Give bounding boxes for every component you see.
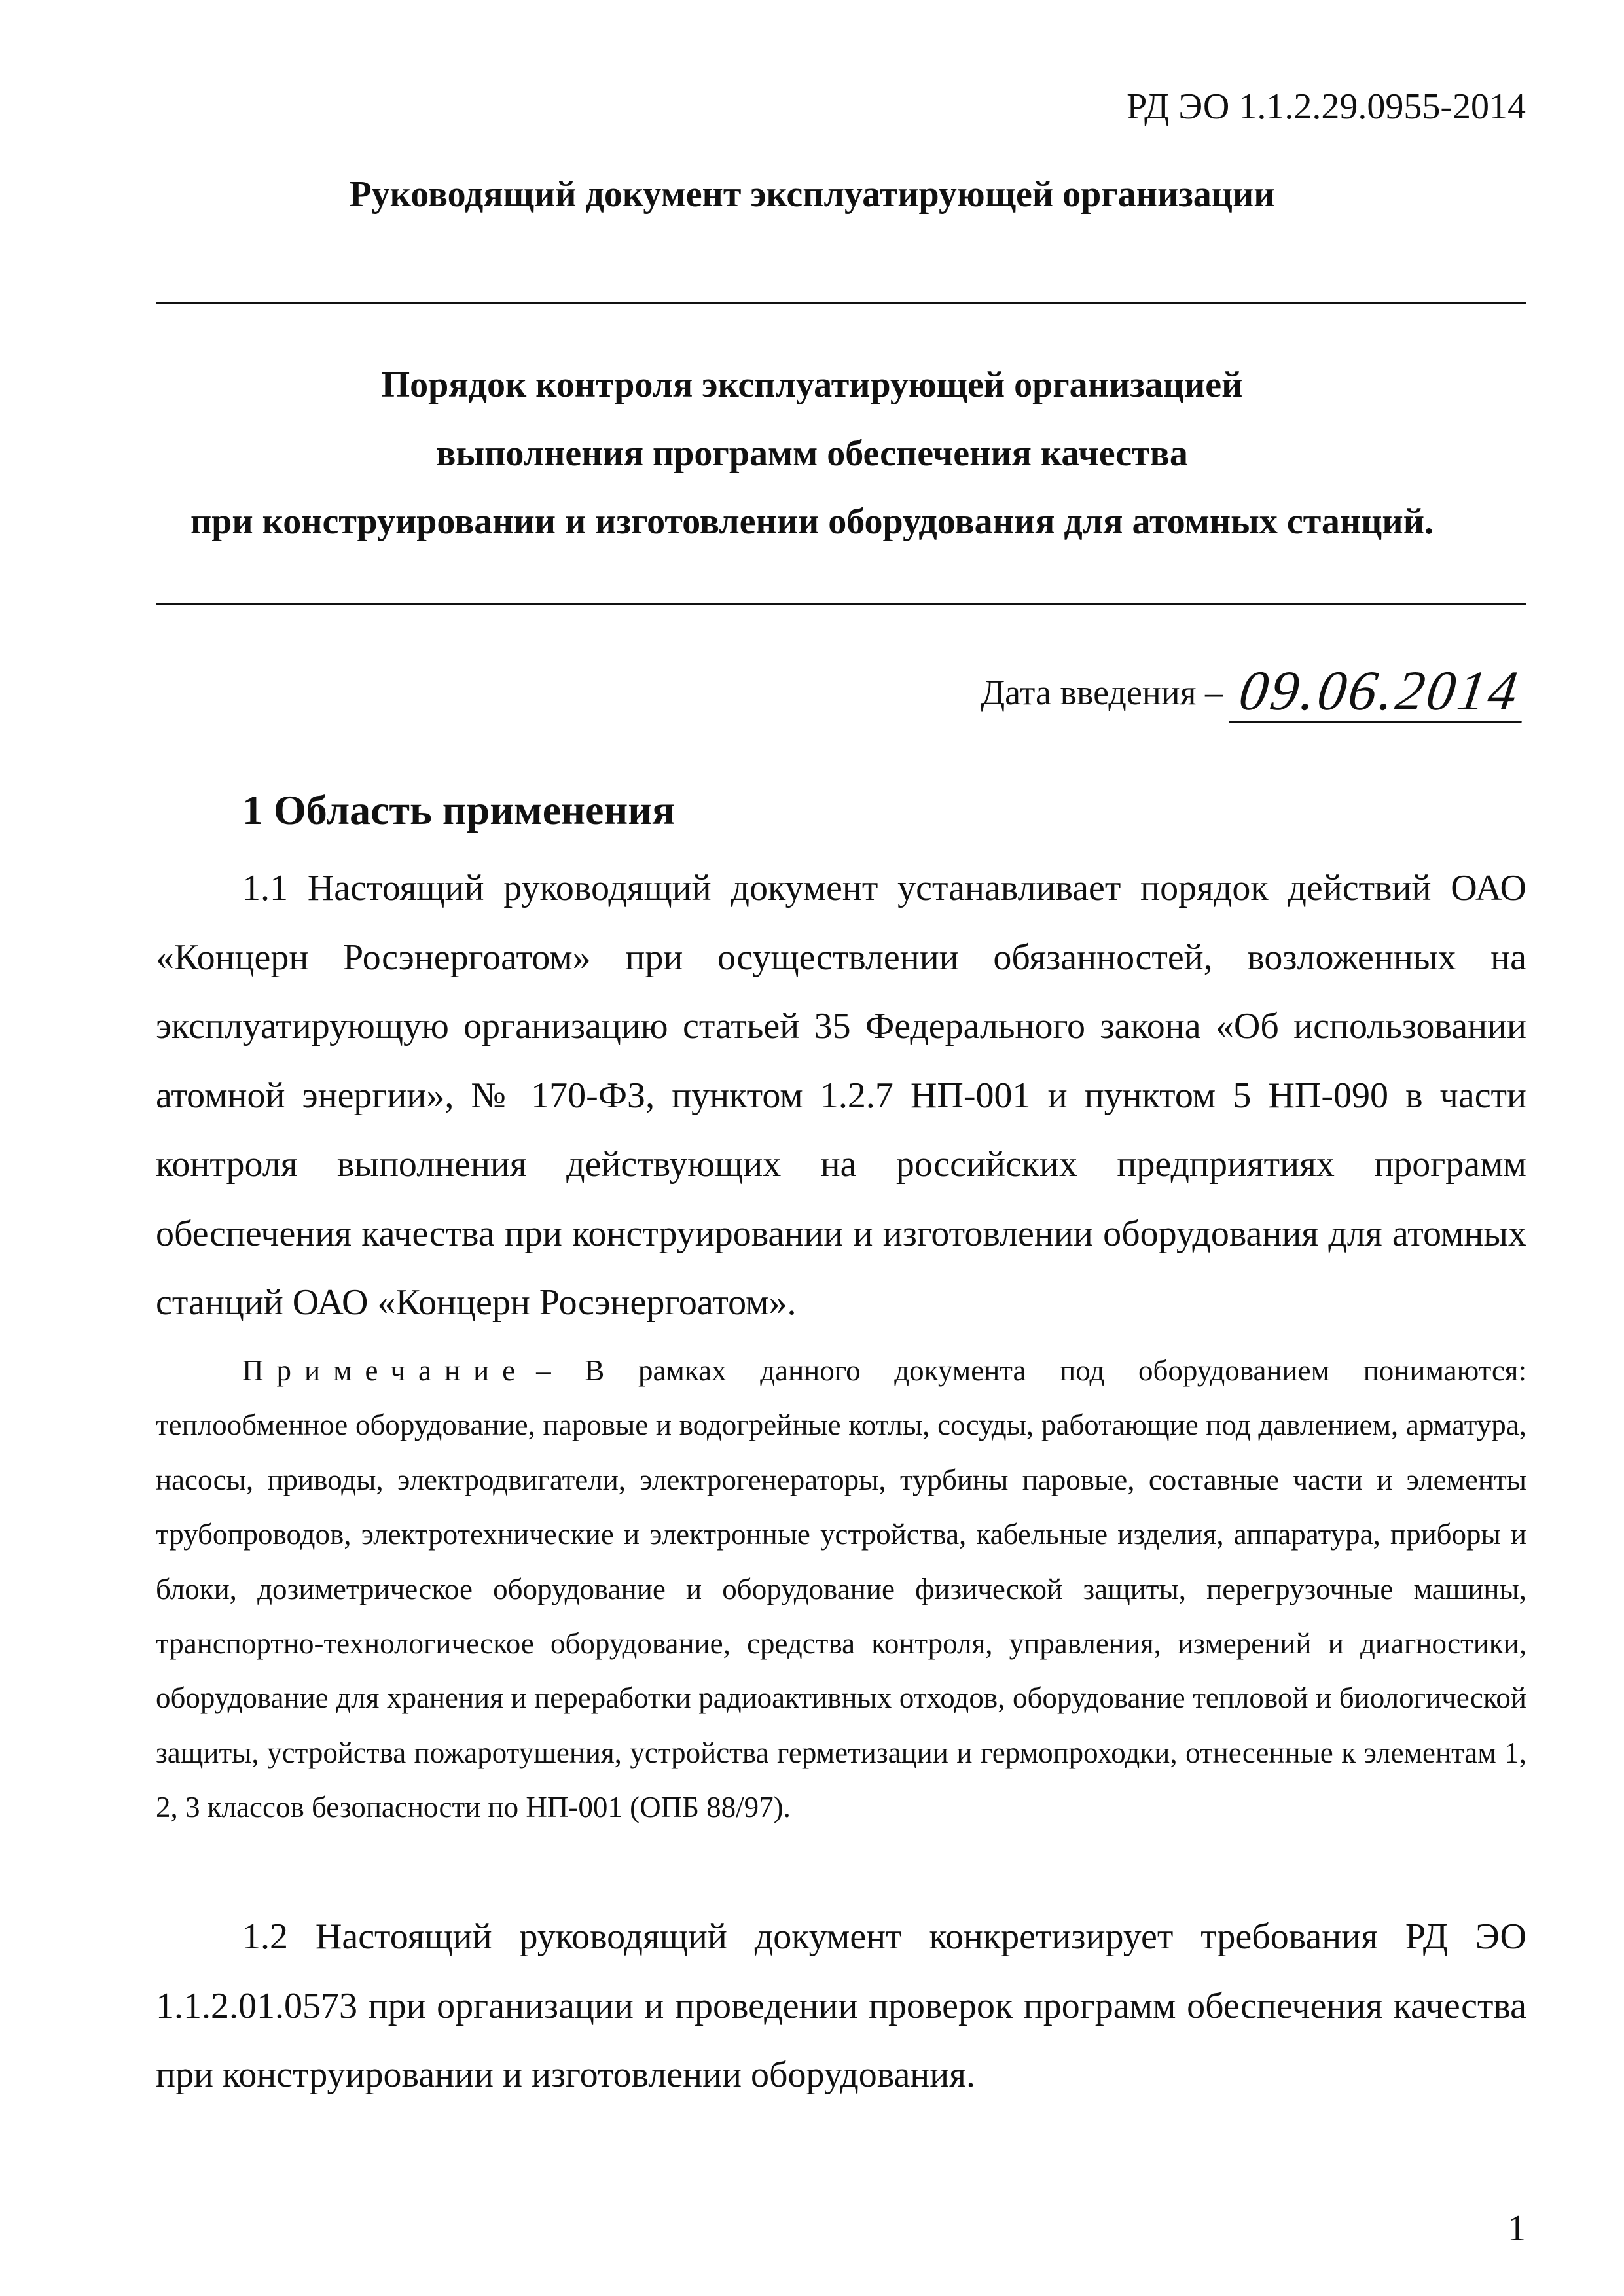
document-code: РД ЭО 1.1.2.29.0955-2014	[1127, 86, 1526, 127]
paragraph-1-2: 1.2 Настоящий руководящий документ конкретизирует требования РД ЭО 1.1.2.01.0573 при организации и проведении проверок программ обеспечения качества при конструировании и изготовлении оборудования.	[156, 1916, 1526, 2095]
introduction-date	[981, 659, 1526, 723]
title-bottom-rule	[156, 603, 1526, 605]
paragraph-1-1: 1.1 Настоящий руководящий документ устанавливает порядок действий ОАО «Концерн Росэнергоатом» при осуществлении обязанностей, возложенных на эксплуатирующую организацию статьей 35 Федерального закона «Об использовании атомной энергии», № 170-ФЗ, пунктом 1.2.7 НП-001 и пунктом 5 НП-090 в части контроля выполнения действующих на российских предприятиях программ обеспечения качества при конструировании и изготовлении оборудования для атомных станций ОАО «Концерн Росэнергоатом».	[156, 868, 1526, 1323]
section-heading: 1 Область применения	[242, 787, 675, 833]
document-type-heading: Руководящий документ эксплуатирующей организации	[349, 174, 1275, 215]
document-title-line-3: при конструировании и изготовлении оборудования для атомных станций.	[190, 501, 1434, 542]
note-text: – В рамках данного документа под оборудованием понимаются: теплообменное оборудование, паровые и водогрейные котлы, сосуды, работающие под давлением, арматура, насосы, приводы, электродвигатели, электрогенераторы, турбины паровые, составные части и элементы трубопроводов, электротехнические и электронные устройства, кабельные изделия, аппаратура, приборы и блоки, дозиметрическое оборудование и оборудование физической защиты, перегрузочные машины, транспортно-технологическое оборудование, средства контроля, управления, измерений и диагностики, оборудование для хранения и переработки радиоактивных отходов, оборудование тепловой и биологической защиты, устройства пожаротушения, устройства герметизации и гермопроходки, отнесенные к элементам 1, 2, 3 классов безопасности по НП-001 (ОПБ 88/97).	[156, 1354, 1526, 1824]
note-label: Примечание	[242, 1354, 529, 1387]
introduction-date-handwritten-value: 09.06.2014	[1229, 661, 1530, 723]
document-title-line-1: Порядок контроля эксплуатирующей организацией	[381, 365, 1243, 405]
page-number: 1	[1507, 2208, 1526, 2249]
note-paragraph	[156, 1344, 1526, 1835]
title-top-rule	[156, 302, 1526, 304]
document-title-line-2: выполнения программ обеспечения качества	[436, 433, 1188, 474]
introduction-date-label: Дата введения –	[981, 673, 1223, 712]
